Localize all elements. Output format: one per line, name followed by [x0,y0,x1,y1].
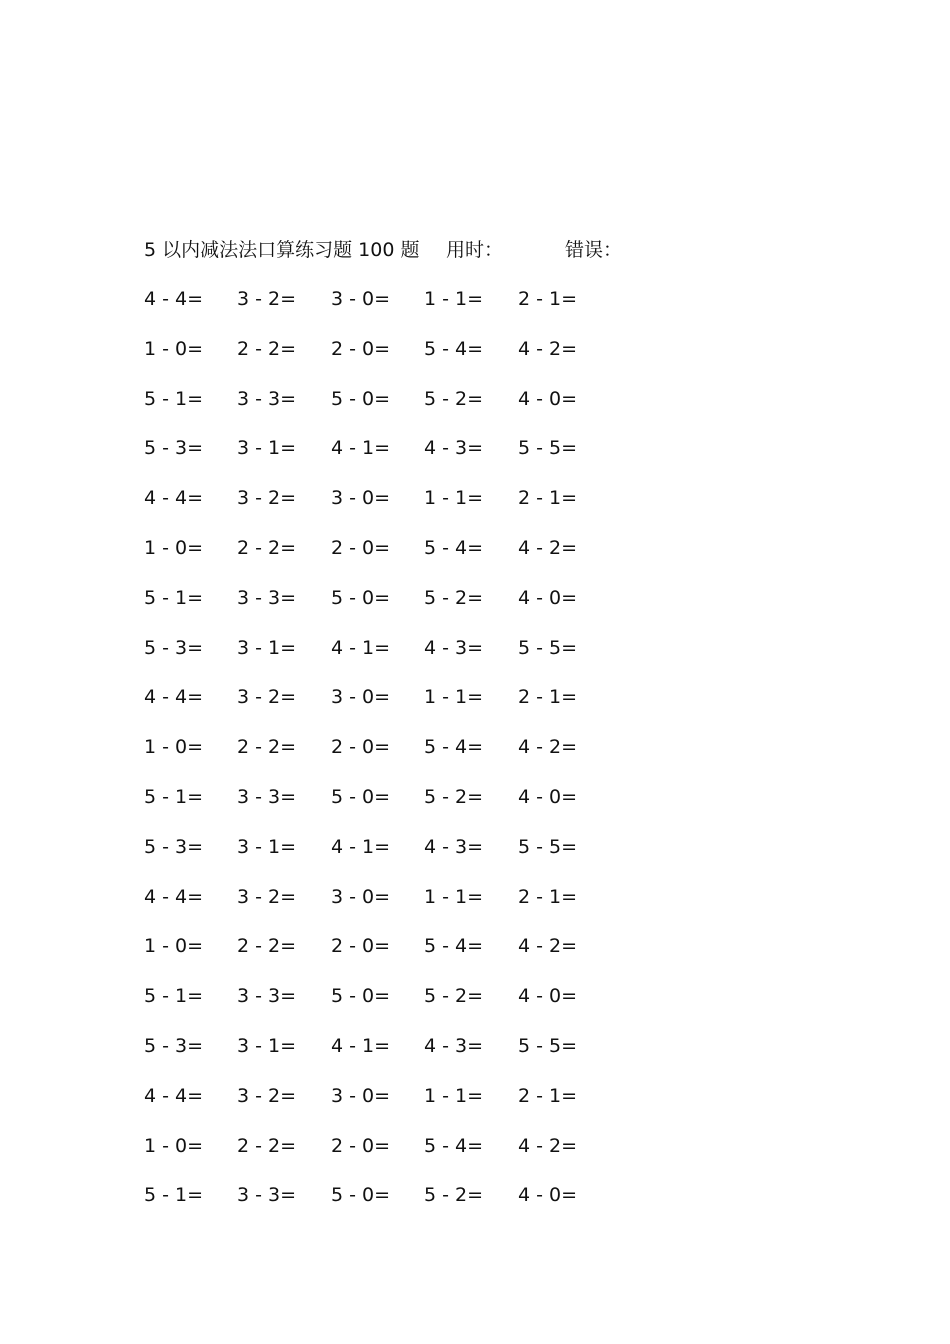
problem-item: 2 - 0= [331,736,391,759]
problem-item: 4 - 3= [424,1034,484,1057]
problem-item: 4 - 0= [518,1184,578,1207]
problem-item: 4 - 2= [518,536,578,559]
problem-item: 5 - 2= [424,387,484,410]
problem-item: 2 - 2= [237,1134,297,1157]
problem-item: 3 - 3= [237,1184,297,1207]
problem-item: 5 - 2= [424,586,484,609]
problem-item: 3 - 2= [237,1084,297,1107]
problem-item: 5 - 3= [144,1034,204,1057]
problem-item: 1 - 1= [424,487,484,510]
problem-item: 1 - 0= [144,337,204,360]
problem-row [144,1082,664,1132]
problem-item: 2 - 1= [518,487,578,510]
problem-item: 1 - 0= [144,536,204,559]
problem-row [144,634,664,684]
problem-item: 4 - 1= [331,636,391,659]
problem-row [144,534,664,584]
problem-item: 4 - 4= [144,686,204,709]
problem-item: 2 - 2= [237,337,297,360]
problem-item: 3 - 0= [331,487,391,510]
problem-item: 5 - 2= [424,1184,484,1207]
problem-item: 2 - 0= [331,536,391,559]
problem-item: 3 - 3= [237,785,297,808]
problem-item: 4 - 4= [144,885,204,908]
problem-item: 1 - 1= [424,1084,484,1107]
problem-item: 2 - 1= [518,885,578,908]
problem-item: 3 - 2= [237,885,297,908]
page-title: 5 以内减法法口算练习题 100 题 [144,239,420,261]
problem-row [144,982,664,1032]
problem-item: 5 - 0= [331,985,391,1008]
problem-item: 5 - 4= [424,1134,484,1157]
problem-item: 5 - 5= [518,835,578,858]
problem-item: 5 - 1= [144,1184,204,1207]
problem-item: 5 - 4= [424,337,484,360]
problem-item: 4 - 0= [518,387,578,410]
problem-row [144,484,664,534]
problem-item: 3 - 3= [237,985,297,1008]
problem-row [144,683,664,733]
problem-item: 2 - 0= [331,337,391,360]
problem-row [144,1132,664,1182]
problem-item: 2 - 1= [518,288,578,310]
problem-item: 4 - 3= [424,437,484,460]
problem-item: 4 - 1= [331,437,391,460]
problem-item: 2 - 2= [237,536,297,559]
problem-item: 5 - 4= [424,536,484,559]
problem-item: 2 - 0= [331,1134,391,1157]
problem-item: 4 - 2= [518,935,578,958]
problem-item: 4 - 4= [144,288,204,310]
problem-item: 3 - 0= [331,686,391,709]
problem-item: 3 - 2= [237,686,297,709]
problem-item: 2 - 1= [518,686,578,709]
problem-item: 4 - 2= [518,736,578,759]
problem-item: 3 - 1= [237,835,297,858]
problem-row [144,335,664,385]
problem-item: 4 - 0= [518,586,578,609]
problem-item: 5 - 3= [144,835,204,858]
problem-row [144,932,664,982]
time-used-label: 用时： [446,239,504,261]
problem-item: 4 - 4= [144,487,204,510]
problem-item: 4 - 2= [518,337,578,360]
problem-item: 3 - 1= [237,636,297,659]
problem-item: 5 - 2= [424,785,484,808]
problem-item: 3 - 0= [331,1084,391,1107]
problem-row [144,833,664,883]
problem-item: 5 - 0= [331,785,391,808]
problem-item: 4 - 3= [424,636,484,659]
problem-item: 1 - 1= [424,686,484,709]
problem-item: 5 - 1= [144,785,204,808]
problem-item: 1 - 0= [144,736,204,759]
problem-item: 5 - 5= [518,1034,578,1057]
problem-item: 4 - 4= [144,1084,204,1107]
problem-item: 3 - 1= [237,1034,297,1057]
problem-item: 5 - 0= [331,387,391,410]
problem-item: 2 - 1= [518,1084,578,1107]
problem-item: 2 - 2= [237,935,297,958]
problem-item: 4 - 0= [518,785,578,808]
problem-item: 4 - 1= [331,1034,391,1057]
problem-row [144,883,664,933]
problem-item: 3 - 2= [237,487,297,510]
problem-item: 5 - 5= [518,636,578,659]
problem-item: 4 - 2= [518,1134,578,1157]
problem-row [144,285,664,335]
problem-item: 2 - 0= [331,935,391,958]
problem-item: 3 - 2= [237,288,297,310]
problem-row [144,385,664,435]
problem-item: 2 - 2= [237,736,297,759]
problem-item: 5 - 3= [144,437,204,460]
problem-item: 1 - 1= [424,288,484,310]
problem-item: 4 - 3= [424,835,484,858]
problem-item: 5 - 1= [144,586,204,609]
problem-item: 5 - 4= [424,736,484,759]
problem-item: 5 - 0= [331,1184,391,1207]
problem-item: 4 - 0= [518,985,578,1008]
problem-item: 5 - 5= [518,437,578,460]
problem-item: 1 - 1= [424,885,484,908]
problem-item: 5 - 2= [424,985,484,1008]
problem-row [144,1032,664,1082]
problem-item: 5 - 1= [144,985,204,1008]
problem-item: 3 - 1= [237,437,297,460]
problem-grid [144,285,664,1231]
error-count-label: 错误： [565,239,623,261]
problem-item: 1 - 0= [144,935,204,958]
problem-item: 3 - 0= [331,288,391,310]
problem-row [144,434,664,484]
problem-item: 3 - 0= [331,885,391,908]
problem-item: 5 - 4= [424,935,484,958]
problem-item: 3 - 3= [237,387,297,410]
problem-item: 5 - 0= [331,586,391,609]
problem-row [144,1181,664,1231]
problem-row [144,733,664,783]
problem-row [144,584,664,634]
problem-item: 5 - 1= [144,387,204,410]
problem-row [144,783,664,833]
problem-item: 3 - 3= [237,586,297,609]
problem-item: 4 - 1= [331,835,391,858]
problem-item: 5 - 3= [144,636,204,659]
problem-item: 1 - 0= [144,1134,204,1157]
